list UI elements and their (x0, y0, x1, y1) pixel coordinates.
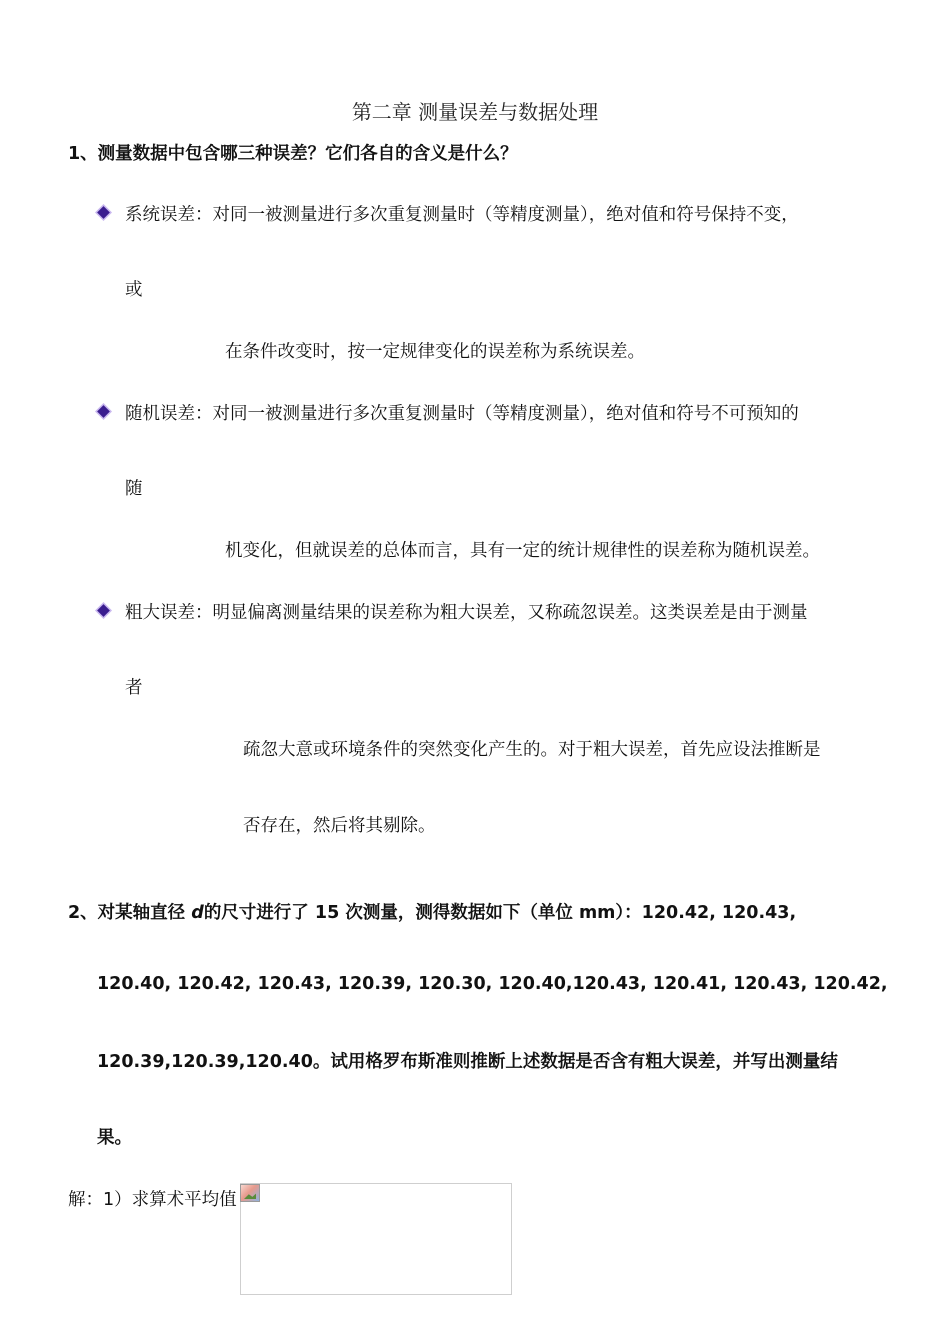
diamond-bullet-icon (97, 604, 110, 617)
gross-error-line-1: 粗大误差：明显偏离测量结果的误差称为粗大误差，又称疏忽误差。这类误差是由于测量 (125, 603, 808, 623)
system-error-line-3: 在条件改变时，按一定规律变化的误差称为系统误差。 (225, 342, 645, 362)
random-error-line-1: 随机误差：对同一被测量进行多次重复测量时（等精度测量），绝对值和符号不可预知的 (125, 404, 799, 424)
solution-step-1: 解：1）求算术平均值 (68, 1190, 237, 1210)
question-1-heading: 1、测量数据中包含哪三种误差？它们各自的含义是什么？ (68, 144, 518, 164)
chapter-title: 第二章 测量误差与数据处理 (351, 100, 599, 124)
random-error-line-3: 机变化，但就误差的总体而言，具有一定的统计规律性的误差称为随机误差。 (225, 541, 820, 561)
random-error-line-2: 随 (125, 479, 143, 499)
system-error-line-2: 或 (125, 280, 143, 300)
question-2-line-3: 120.39,120.39,120.40。试用格罗布斯准则推断上述数据是否含有粗大误差，并写出测量结 (97, 1052, 838, 1072)
diamond-bullet-icon (97, 405, 110, 418)
gross-error-line-2: 者 (125, 678, 143, 698)
question-2-prefix: 2、对某轴直径 (68, 903, 192, 923)
question-2-line-1 (68, 899, 796, 924)
gross-error-line-4: 否存在，然后将其剔除。 (243, 816, 436, 836)
diamond-bullet-icon (97, 206, 110, 219)
question-2-line-1-rest: 的尺寸进行了 15 次测量，测得数据如下（单位 mm）：120.42, 120.43, (203, 903, 797, 923)
gross-error-line-3: 疏忽大意或环境条件的突然变化产生的。对于粗大误差，首先应设法推断是 (243, 740, 821, 760)
system-error-line-1: 系统误差：对同一被测量进行多次重复测量时（等精度测量），绝对值和符号保持不变， (125, 205, 799, 225)
question-2-line-2: 120.40, 120.42, 120.43, 120.39, 120.30, 120.40,120.43, 120.41, 120.43, 120.42, (97, 974, 888, 994)
variable-d: d (191, 903, 204, 923)
broken-image-icon (240, 1184, 260, 1202)
formula-image-placeholder (240, 1183, 512, 1295)
question-2-line-4: 果。 (97, 1128, 132, 1148)
